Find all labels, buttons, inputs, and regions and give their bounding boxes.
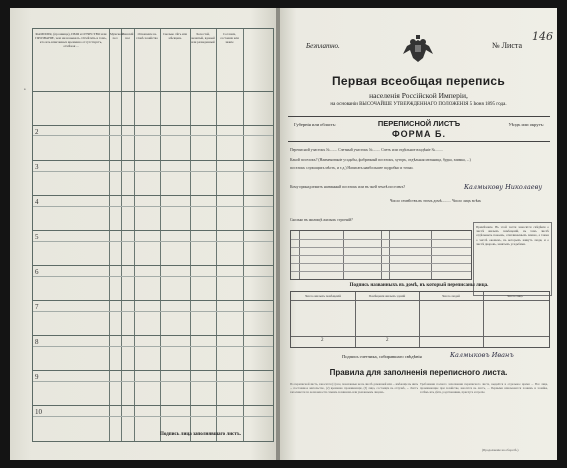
row-divider (33, 405, 273, 406)
household-value: 2 (386, 338, 389, 343)
precinct-line: Переписной участокъ №........ Счетный участокъ №........ Счетъ или отдѣльное владѣніе №........ (290, 148, 443, 152)
row-number: 7 (35, 303, 39, 311)
household-col-header: Число лицъ (507, 294, 523, 298)
continued-note: (Продолженіе на оборотѣ.) (482, 448, 519, 452)
census-title: Первая всеобщая перепись (331, 74, 506, 88)
row-divider (291, 263, 471, 264)
row-divider (33, 230, 273, 231)
row-number: 8 (35, 338, 39, 346)
household-value: 2 (321, 338, 324, 343)
open-census-book (10, 8, 557, 460)
row-divider (33, 241, 273, 242)
section-title: Подпись названныхъ въ домѣ, въ который переписаны лица. (349, 283, 489, 288)
row-divider (291, 271, 471, 272)
side-note-text: Примѣчаніе. Въ этой части заносятся свѣдѣнія о числѣ жилыхъ помѣщеній, въ томъ числѣ отдѣльныхъ покоевъ, отапливаемыхъ зимою, а также о числѣ окошекъ, въ которыхъ живутъ люди, и о числѣ дворовъ, занятыхъ усадьбами. (476, 225, 549, 246)
column-header-female: Женскій пол (122, 32, 134, 40)
household-col-header: Помѣщенія жилыхъ зданій (368, 294, 406, 298)
row-divider (33, 276, 273, 277)
census-subtitle: населенія Россійской Имперіи, (369, 91, 468, 100)
column-header-marital: Холостой, женатый, вдовый или разведенный (191, 32, 215, 44)
row-divider (291, 300, 549, 301)
row-divider (33, 346, 273, 347)
settlement-line: Какой поселокъ? (Наименованіе усадьбы, фабричный поселокъ, хуторъ, отдѣльная мельница, будка, заимка, ...) (290, 158, 471, 162)
district-label: Уѣздъ или округъ: (508, 122, 544, 127)
household-col-header: Число жилыхъ помѣщеній (305, 294, 341, 298)
header-divider (33, 91, 273, 92)
column-header-age: Сколько лѣтъ или мѣсяцевъ (162, 32, 188, 40)
row-divider (33, 335, 273, 336)
left-footer-signature-label: Подпись лица заполнявшаго листъ. (160, 432, 241, 437)
row-divider (33, 171, 273, 172)
census-ledger-table (32, 28, 274, 442)
free-label: Безплатно. (306, 42, 340, 50)
row-divider (291, 255, 471, 256)
sheet-number-label: № Листа (492, 41, 523, 50)
double-headed-eagle-emblem (401, 32, 435, 66)
rules-title: Правила для заполненія переписного листа. (329, 368, 508, 377)
buildings-line: Сколько въ жилищѣ жилыхъ строеній? (290, 218, 353, 222)
sheet-number-handwritten: 146 (532, 30, 553, 43)
row-number: 10 (35, 408, 42, 416)
row-divider (291, 239, 471, 240)
left-page (10, 8, 277, 460)
form-header-box (288, 116, 550, 142)
margin-mark: • (24, 88, 26, 93)
right-page (280, 8, 557, 460)
row-number: 6 (35, 268, 39, 276)
column-header-relation: Отношеніе къ главѣ хозяйства (136, 32, 158, 40)
household-col-header: Число людей (442, 294, 460, 298)
row-number: 3 (35, 163, 39, 171)
owner-line: Кому принадлежитъ названный поселокъ или въ чьей землѣ поселенъ? (290, 185, 406, 189)
column-header-male: Мужской пол (110, 32, 123, 40)
row-divider (33, 160, 273, 161)
row-divider (291, 247, 471, 248)
form-title: ПЕРЕПИСНОЙ ЛИСТЪ (377, 119, 461, 128)
column-header-estate: Сословіе, состояніе или званіе (220, 32, 239, 44)
row-divider (33, 206, 273, 207)
row-number: 9 (35, 373, 39, 381)
row-divider (33, 195, 273, 196)
row-divider (33, 370, 273, 371)
row-number: 5 (35, 233, 39, 241)
row-divider (33, 300, 273, 301)
row-divider (33, 135, 273, 136)
rules-text-left: По переписной листъ, заносятся (1) все, показанные не въ числѣ домашней или ... имѣющіе въ нихъ ... постоянное жительство, (2) временно проживающіе, (3) лица, состоящіе въ отлучкѣ, ... Листъ заполняется по возможности самимъ хозяиномъ или указаннымъ лицомъ. (290, 382, 419, 394)
row-divider (33, 416, 273, 417)
owner-handwritten: Калмыкову Николаеву (464, 183, 543, 191)
column-header-name: ФАМИЛІЯ, (прозвище), ИМЯ и ОТЧЕСТВО или ПРОЗВАНІЕ, чем ни называлъ. Отмѣтить в томъ, кто изъ вписанных временно отсутствуетъ, отмѣчая ... (35, 32, 107, 48)
row-divider (33, 381, 273, 382)
counter-signature-handwritten: Калмыковъ Иванъ (450, 351, 514, 359)
household-table (290, 291, 550, 348)
dwellings-table (290, 230, 472, 280)
row-number: 2 (35, 128, 39, 136)
province-label: Губернія или область: (294, 122, 337, 127)
row-divider (33, 265, 273, 266)
row-number: 4 (35, 198, 39, 206)
row-divider (33, 311, 273, 312)
form-name: ФОРМА Б. (391, 129, 447, 139)
rules-text-right: Требования полного заполнения переписного листа, выдаётся в отдельное время ... Все лица, проживающие при хозяйстве, вносятся въ листъ, ... Первыми вписываются хозяинъ и хозяйка, затѣмъ ихъ дѣти, родственники, прислуга и прочіе. (420, 382, 548, 394)
row-divider (291, 336, 549, 337)
counter-signature-label: Подпись счетчика, собиравшаго свѣдѣнія (342, 354, 422, 359)
census-decree-line: на основаніи ВЫСОЧАЙШЕ УТВЕРЖДЕННАГО ПОЛОЖЕНІЯ 5 Іюня 1895 года. (330, 102, 507, 107)
family-count-line: Число семействъ въ этомъ домѣ.......... Число лицъ всѣхъ (390, 199, 482, 203)
row-divider (33, 125, 273, 126)
settlement-line-2: поселокъ служащихъ мѣстъ, и т.д.) Написать наибольшее подробно и точно. (290, 166, 414, 170)
